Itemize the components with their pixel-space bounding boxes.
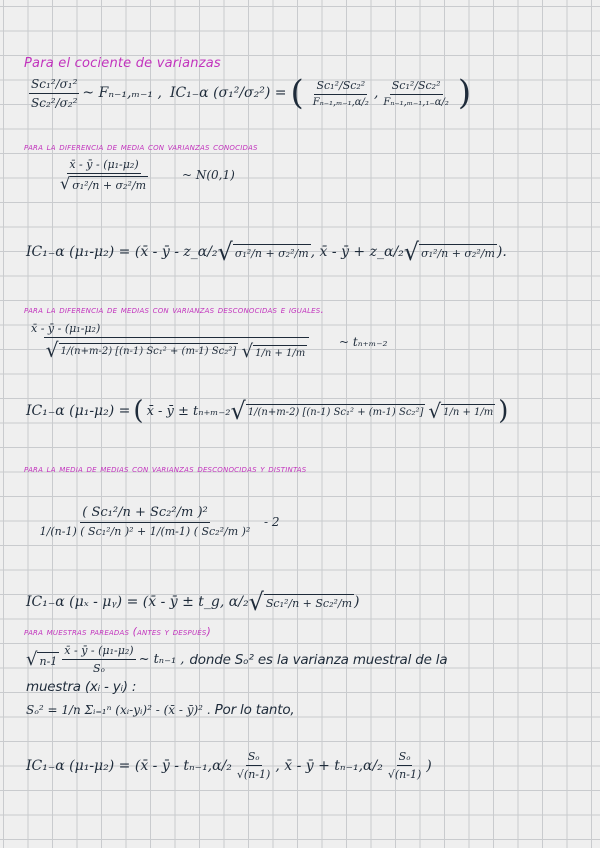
distribution-t: ~ tₙ₋₁ , — [138, 652, 185, 667]
fraction-numerator: Sₒ — [397, 750, 413, 766]
sqrt-icon: √ — [45, 338, 59, 362]
sqrt-icon: √ — [403, 238, 420, 266]
ic-end: ). — [496, 244, 507, 260]
fraction-denominator: Sₒ — [93, 662, 105, 675]
sqrt-body: 1/n + 1/m — [441, 404, 495, 418]
text-donde: donde Sₒ² es la varianza muestral de la — [189, 651, 448, 668]
fraction-denominator: Fₙ₋₁,ₘ₋₁,₁₋α/₂ — [383, 96, 449, 108]
paren-close: ) — [457, 73, 472, 113]
ic-lhs: IC₁₋α (μ₁-μ₂) = (x̄ - ȳ - z_α/₂ — [26, 244, 218, 260]
ic-lhs: IC₁₋α (σ₁²/σ₂²) = — [169, 85, 287, 101]
fraction-numerator: x̄ - ȳ - (μ₁-μ₂) — [62, 644, 135, 660]
ic-lhs: IC₁₋α (μ₁-μ₂) = — [26, 403, 131, 419]
fraction-denominator — [44, 337, 309, 361]
sqrt-icon: √ — [241, 341, 254, 362]
fraction-ic-1 — [311, 79, 371, 108]
fraction-numerator: Sc₁²/Sc₂² — [390, 79, 443, 95]
sqrt-body: n-1 — [37, 652, 59, 668]
equation-definicion-so — [26, 702, 295, 718]
fraction-ic-1 — [235, 750, 272, 781]
ic-end: ) — [354, 594, 360, 610]
sqrt-icon: √ — [428, 399, 442, 423]
ic-mid: , x̄ - ȳ + z_α/₂ — [310, 244, 404, 260]
equation-grados-libertad — [26, 505, 280, 538]
definition-so: Sₒ² = 1/n Σᵢ₌₁ⁿ (xᵢ-yᵢ)² - (x̄ - ȳ)² . — [26, 703, 211, 717]
fraction-denominator: 1/(n-1) ( Sc₁²/n )² + 1/(m-1) ( Sc₂²/m )² — [39, 525, 251, 538]
paren-open: ( — [133, 396, 144, 426]
g-tail: - 2 — [264, 514, 280, 529]
heading-varianzas-distintas: para la media de medias con varianzas desconocidas y distintas — [24, 463, 307, 475]
equation-pareadas — [26, 644, 447, 675]
equation-ic-distintas — [26, 590, 360, 614]
distribution-normal: ~ N(0,1) — [182, 168, 235, 182]
ic-lhs: IC₁₋α (μₓ - μᵧ) = (x̄ - ȳ ± t_g, α/₂ — [26, 594, 249, 610]
ic-lhs: IC₁₋α (μ₁-μ₂) = (x̄ - ȳ - tₙ₋₁,α/₂ — [26, 757, 232, 774]
text-muestra: muestra (xᵢ - yᵢ) : — [26, 679, 137, 695]
fraction-denominator: √(n-1) — [387, 768, 422, 781]
fraction-numerator: Sc₁²/Sc₂² — [314, 79, 367, 95]
equation-ic-pareadas — [26, 750, 432, 781]
fraction-ratio — [29, 77, 79, 110]
paren-close: ) — [498, 396, 509, 426]
equation-estadistico-t — [26, 322, 387, 361]
ic-end: ) — [426, 757, 432, 774]
sqrt-body: 1/n + 1/m — [253, 345, 307, 359]
equation-ic-conocidas — [26, 240, 507, 264]
fraction-denominator: √(n-1) — [236, 768, 271, 781]
fraction-numerator: ( Sc₁²/n + Sc₂²/m )² — [80, 505, 209, 523]
fraction-numerator: Sc₁²/σ₁² — [29, 77, 79, 94]
distribution-t: ~ tₙ₊ₘ₋₂ — [339, 334, 388, 349]
equation-cociente — [26, 73, 475, 113]
equation-estadistico-z — [26, 158, 235, 192]
fraction-z — [29, 158, 179, 192]
sqrt-icon: √ — [217, 238, 233, 266]
fraction-denominator: Sc₂²/σ₂² — [31, 95, 78, 110]
paren-open: ( — [290, 73, 304, 113]
distribution-f: ~ Fₙ₋₁,ₘ₋₁ , — [82, 85, 162, 101]
sqrt-body: σ₁²/n + σ₂²/m — [70, 176, 148, 192]
sqrt-body: σ₁²/n + σ₂²/m — [419, 244, 497, 260]
heading-varianzas-iguales: para la diferencia de medias con varianzas desconocidas e iguales. — [24, 304, 324, 316]
text-por-lo-tanto: Por lo tanto, — [214, 702, 295, 718]
sqrt-icon: √ — [26, 648, 38, 670]
comma: , — [373, 85, 379, 101]
ic-mid: , x̄ - ȳ + tₙ₋₁,α/₂ — [275, 757, 383, 774]
heading-varianzas-conocidas: para la diferencia de media con varianzas conocidas — [24, 141, 258, 153]
sqrt-body: Sc₁²/n + Sc₂²/m — [264, 594, 354, 610]
fraction-ic-2 — [381, 79, 450, 108]
sqrt-icon: √ — [230, 397, 246, 425]
fraction-t — [29, 322, 324, 361]
sqrt-body: 1/(n+m-2) [(n-1) Sc₁² + (m-1) Sc₂²] — [59, 343, 239, 357]
sqrt-icon: √ — [60, 174, 71, 193]
sqrt-icon: √ — [248, 588, 264, 616]
fraction-ic-2 — [386, 750, 423, 781]
fraction-numerator: x̄ - ȳ - (μ₁-μ₂) — [67, 158, 140, 174]
equation-ic-iguales — [26, 398, 511, 424]
sqrt-body: σ₁²/n + σ₂²/m — [233, 244, 311, 260]
fraction-g — [29, 505, 261, 538]
fraction-pareadas — [62, 644, 135, 675]
fraction-numerator: x̄ - ȳ - (μ₁-μ₂) — [31, 322, 101, 335]
heading-pareadas: para muestras pareadas (antes y después) — [24, 626, 211, 638]
fraction-numerator: Sₒ — [246, 750, 262, 766]
fraction-denominator: Fₙ₋₁,ₘ₋₁,α/₂ — [312, 96, 369, 108]
heading-cociente-varianzas: Para el cociente de varianzas — [24, 56, 221, 71]
fraction-denominator — [58, 174, 150, 192]
sqrt-body: 1/(n+m-2) [(n-1) Sc₁² + (m-1) Sc₂²] — [246, 404, 426, 418]
ic-body: x̄ - ȳ ± tₙ₊ₘ₋₂ — [146, 403, 231, 419]
